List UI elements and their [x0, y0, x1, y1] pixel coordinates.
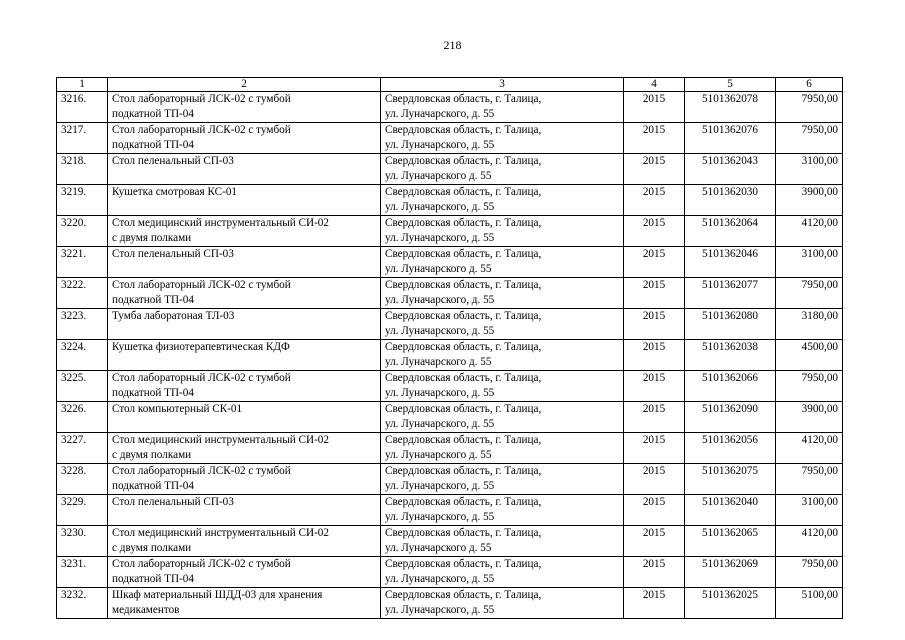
- address-line-2: ул. Луначарского, д. 55: [385, 201, 495, 213]
- cost-cell: 7950,00: [776, 92, 843, 123]
- item-name-line-1: Шкаф материальный ШДД-03 для хранения: [112, 589, 323, 601]
- item-name-line-1: Стол пеленальный СП-03: [112, 155, 234, 167]
- inventory-number-cell: 5101362078: [685, 92, 776, 123]
- item-name-line-2: подкатной ТП-04: [112, 108, 194, 120]
- inventory-number-cell: 5101362043: [685, 154, 776, 185]
- address-cell: [381, 123, 624, 154]
- cost-cell: 7950,00: [776, 464, 843, 495]
- year-cell: 2015: [624, 588, 685, 619]
- item-name-cell: [108, 588, 381, 619]
- inventory-number-cell: 5101362090: [685, 402, 776, 433]
- inventory-number-cell: 5101362075: [685, 464, 776, 495]
- item-name-line-2: медикаментов: [112, 604, 180, 616]
- item-name-cell: [108, 185, 381, 216]
- item-name-line-1: Кушетка физиотерапевтическая КДФ: [112, 341, 290, 353]
- address-cell: [381, 402, 624, 433]
- address-line-1: Свердловская область, г. Талица,: [385, 403, 542, 415]
- address-cell: [381, 371, 624, 402]
- table-header-row: [57, 78, 843, 92]
- item-name-line-2: подкатной ТП-04: [112, 573, 194, 585]
- table-row: [57, 433, 843, 464]
- row-number: 3223.: [57, 309, 108, 340]
- inventory-number-cell: 5101362077: [685, 278, 776, 309]
- cost-cell: 5100,00: [776, 588, 843, 619]
- row-number: 3226.: [57, 402, 108, 433]
- year-cell: 2015: [624, 495, 685, 526]
- page-number: 218: [443, 38, 462, 52]
- table-row: [57, 216, 843, 247]
- table-row: [57, 588, 843, 619]
- table-row: [57, 154, 843, 185]
- year-cell: 2015: [624, 123, 685, 154]
- inventory-number-cell: 5101362066: [685, 371, 776, 402]
- inventory-number-cell: 5101362064: [685, 216, 776, 247]
- address-line-2: ул. Луначарского д. 55: [385, 449, 492, 461]
- table-row: [57, 526, 843, 557]
- item-name-cell: [108, 433, 381, 464]
- address-line-1: Свердловская область, г. Талица,: [385, 155, 542, 167]
- table-row: [57, 402, 843, 433]
- address-line-1: Свердловская область, г. Талица,: [385, 372, 542, 384]
- address-line-1: Свердловская область, г. Талица,: [385, 310, 542, 322]
- item-name-line-1: Кушетка смотровая КС-01: [112, 186, 238, 198]
- item-name-cell: [108, 123, 381, 154]
- cost-cell: 3100,00: [776, 154, 843, 185]
- address-line-2: ул. Луначарского, д. 55: [385, 108, 495, 120]
- inventory-number-cell: 5101362076: [685, 123, 776, 154]
- address-cell: [381, 154, 624, 185]
- year-cell: 2015: [624, 154, 685, 185]
- address-line-2: ул. Луначарского, д. 55: [385, 604, 495, 616]
- item-name-line-1: Стол компьютерный СК-01: [112, 403, 243, 415]
- address-line-2: ул. Луначарского, д. 55: [385, 387, 495, 399]
- item-name-line-1: Стол пеленальный СП-03: [112, 496, 234, 508]
- item-name-line-1: Стол лабораторный ЛСК-02 с тумбой: [112, 124, 291, 136]
- row-number: 3231.: [57, 557, 108, 588]
- inventory-number-cell: 5101362038: [685, 340, 776, 371]
- row-number: 3232.: [57, 588, 108, 619]
- address-cell: [381, 278, 624, 309]
- item-name-cell: [108, 154, 381, 185]
- item-name-line-2: с двумя полками: [112, 449, 192, 461]
- address-line-1: Свердловская область, г. Талица,: [385, 434, 542, 446]
- table-row: [57, 247, 843, 278]
- cost-cell: 7950,00: [776, 123, 843, 154]
- address-cell: [381, 495, 624, 526]
- item-name-cell: [108, 402, 381, 433]
- address-line-1: Свердловская область, г. Талица,: [385, 124, 542, 136]
- item-name-line-2: с двумя полками: [112, 542, 192, 554]
- table-row: [57, 309, 843, 340]
- item-name-cell: [108, 340, 381, 371]
- item-name-line-2: подкатной ТП-04: [112, 480, 194, 492]
- column-header: 2: [108, 78, 381, 92]
- address-line-1: Свердловская область, г. Талица,: [385, 465, 542, 477]
- item-name-cell: [108, 495, 381, 526]
- item-name-line-1: Стол медицинский инструментальный СИ-02: [112, 217, 329, 229]
- address-cell: [381, 464, 624, 495]
- address-cell: [381, 185, 624, 216]
- address-line-1: Свердловская область, г. Талица,: [385, 341, 542, 353]
- table-row: [57, 340, 843, 371]
- item-name-line-2: подкатной ТП-04: [112, 294, 194, 306]
- cost-cell: 4120,00: [776, 216, 843, 247]
- address-line-1: Свердловская область, г. Талица,: [385, 527, 542, 539]
- row-number: 3221.: [57, 247, 108, 278]
- cost-cell: 7950,00: [776, 557, 843, 588]
- year-cell: 2015: [624, 247, 685, 278]
- cost-cell: 7950,00: [776, 371, 843, 402]
- address-line-1: Свердловская область, г. Талица,: [385, 558, 542, 570]
- inventory-number-cell: 5101362040: [685, 495, 776, 526]
- cost-cell: 4500,00: [776, 340, 843, 371]
- table-row: [57, 464, 843, 495]
- item-name-line-1: Стол пеленальный СП-03: [112, 248, 234, 260]
- table-row: [57, 185, 843, 216]
- address-cell: [381, 309, 624, 340]
- address-line-2: ул. Луначарского д. 55: [385, 356, 492, 368]
- registry-table: [56, 77, 843, 619]
- inventory-number-cell: 5101362030: [685, 185, 776, 216]
- row-number: 3229.: [57, 495, 108, 526]
- inventory-number-cell: 5101362069: [685, 557, 776, 588]
- address-line-1: Свердловская область, г. Талица,: [385, 186, 542, 198]
- year-cell: 2015: [624, 278, 685, 309]
- item-name-line-1: Стол лабораторный ЛСК-02 с тумбой: [112, 558, 291, 570]
- inventory-number-cell: 5101362046: [685, 247, 776, 278]
- cost-cell: 3100,00: [776, 495, 843, 526]
- column-header: 3: [381, 78, 624, 92]
- address-cell: [381, 247, 624, 278]
- item-name-line-2: с двумя полками: [112, 232, 192, 244]
- cost-cell: 3900,00: [776, 185, 843, 216]
- address-line-1: Свердловская область, г. Талица,: [385, 217, 542, 229]
- item-name-line-1: Тумба лаборатоная ТЛ-03: [112, 310, 235, 322]
- inventory-number-cell: 5101362025: [685, 588, 776, 619]
- row-number: 3225.: [57, 371, 108, 402]
- item-name-cell: [108, 309, 381, 340]
- address-line-2: ул. Луначарского, д. 55: [385, 511, 495, 523]
- row-number: 3220.: [57, 216, 108, 247]
- table-row: [57, 557, 843, 588]
- address-line-2: ул. Луначарского д. 55: [385, 263, 492, 275]
- address-line-1: Свердловская область, г. Талица,: [385, 279, 542, 291]
- item-name-line-1: Стол лабораторный ЛСК-02 с тумбой: [112, 279, 291, 291]
- row-number: 3217.: [57, 123, 108, 154]
- address-line-2: ул. Луначарского д. 55: [385, 170, 492, 182]
- item-name-line-2: подкатной ТП-04: [112, 387, 194, 399]
- address-cell: [381, 526, 624, 557]
- year-cell: 2015: [624, 185, 685, 216]
- item-name-line-1: Стол лабораторный ЛСК-02 с тумбой: [112, 93, 291, 105]
- cost-cell: 3900,00: [776, 402, 843, 433]
- year-cell: 2015: [624, 433, 685, 464]
- address-cell: [381, 340, 624, 371]
- address-cell: [381, 92, 624, 123]
- year-cell: 2015: [624, 371, 685, 402]
- item-name-cell: [108, 247, 381, 278]
- row-number: 3230.: [57, 526, 108, 557]
- cost-cell: 3100,00: [776, 247, 843, 278]
- address-cell: [381, 557, 624, 588]
- column-header: 4: [624, 78, 685, 92]
- address-line-2: ул. Луначарского, д. 55: [385, 480, 495, 492]
- item-name-cell: [108, 526, 381, 557]
- address-line-2: ул. Луначарского, д. 55: [385, 139, 495, 151]
- row-number: 3216.: [57, 92, 108, 123]
- item-name-cell: [108, 216, 381, 247]
- year-cell: 2015: [624, 92, 685, 123]
- year-cell: 2015: [624, 402, 685, 433]
- column-header: 5: [685, 78, 776, 92]
- row-number: 3227.: [57, 433, 108, 464]
- address-line-2: ул. Луначарского, д. 55: [385, 573, 495, 585]
- address-line-1: Свердловская область, г. Талица,: [385, 589, 542, 601]
- inventory-number-cell: 5101362080: [685, 309, 776, 340]
- cost-cell: 7950,00: [776, 278, 843, 309]
- item-name-line-1: Стол медицинский инструментальный СИ-02: [112, 434, 329, 446]
- item-name-line-1: Стол медицинский инструментальный СИ-02: [112, 527, 329, 539]
- table-row: [57, 371, 843, 402]
- address-cell: [381, 433, 624, 464]
- item-name-cell: [108, 464, 381, 495]
- year-cell: 2015: [624, 557, 685, 588]
- item-name-cell: [108, 557, 381, 588]
- address-line-2: ул. Луначарского, д. 55: [385, 232, 495, 244]
- cost-cell: 3180,00: [776, 309, 843, 340]
- table-row: [57, 123, 843, 154]
- item-name-line-1: Стол лабораторный ЛСК-02 с тумбой: [112, 372, 291, 384]
- year-cell: 2015: [624, 216, 685, 247]
- address-line-2: ул. Луначарского, д. 55: [385, 418, 495, 430]
- cost-cell: 4120,00: [776, 433, 843, 464]
- item-name-cell: [108, 278, 381, 309]
- address-line-1: Свердловская область, г. Талица,: [385, 93, 542, 105]
- column-header: 6: [776, 78, 843, 92]
- item-name-cell: [108, 371, 381, 402]
- address-line-2: ул. Луначарского, д. 55: [385, 294, 495, 306]
- year-cell: 2015: [624, 309, 685, 340]
- table-row: [57, 278, 843, 309]
- address-line-2: ул. Луначарского д. 55: [385, 542, 492, 554]
- address-line-1: Свердловская область, г. Талица,: [385, 248, 542, 260]
- row-number: 3218.: [57, 154, 108, 185]
- table-row: [57, 92, 843, 123]
- address-line-2: ул. Луначарского, д. 55: [385, 325, 495, 337]
- row-number: 3219.: [57, 185, 108, 216]
- table-row: [57, 495, 843, 526]
- item-name-cell: [108, 92, 381, 123]
- inventory-number-cell: 5101362056: [685, 433, 776, 464]
- address-cell: [381, 216, 624, 247]
- item-name-line-1: Стол лабораторный ЛСК-02 с тумбой: [112, 465, 291, 477]
- year-cell: 2015: [624, 526, 685, 557]
- year-cell: 2015: [624, 340, 685, 371]
- row-number: 3224.: [57, 340, 108, 371]
- inventory-number-cell: 5101362065: [685, 526, 776, 557]
- item-name-line-2: подкатной ТП-04: [112, 139, 194, 151]
- address-line-1: Свердловская область, г. Талица,: [385, 496, 542, 508]
- year-cell: 2015: [624, 464, 685, 495]
- address-cell: [381, 588, 624, 619]
- row-number: 3222.: [57, 278, 108, 309]
- column-header: 1: [57, 78, 108, 92]
- cost-cell: 4120,00: [776, 526, 843, 557]
- row-number: 3228.: [57, 464, 108, 495]
